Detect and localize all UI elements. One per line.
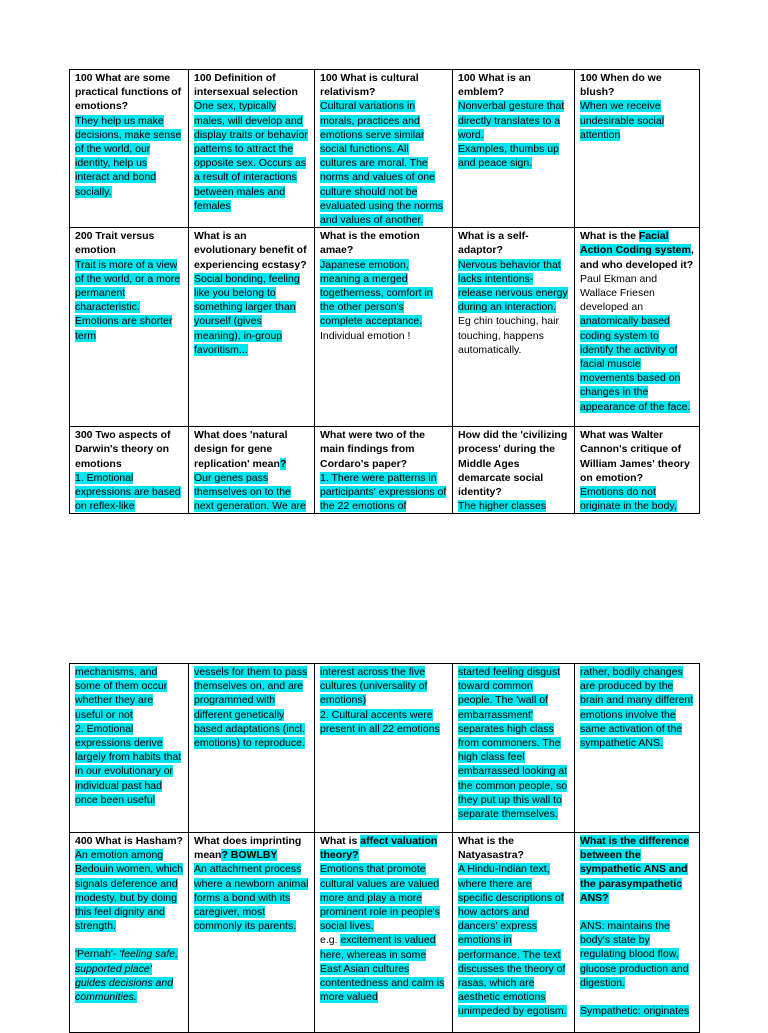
- table-cell: [575, 427, 700, 514]
- cell-answer-extra: Sympathetic: originates: [580, 1005, 690, 1018]
- cell-answer: Nonverbal gesture that directly translates to a word.: [458, 100, 565, 141]
- cell-answer: The higher classes: [458, 500, 547, 513]
- flashcard-table-bottom: [69, 663, 700, 1033]
- table-cell: [189, 228, 315, 427]
- cell-answer-extra: Individual emotion !: [320, 329, 411, 342]
- table-cell: [453, 70, 575, 228]
- table-cell: [315, 833, 453, 1033]
- table-cell: [315, 70, 453, 228]
- cell-answer-extra: The 'wall of embarrassment' separates high class from commoners. The high class feel embarrassed looking at the common people, so they put up this wall to separate themselves.: [458, 694, 568, 821]
- cell-question: 100 Definition of intersexual selection: [194, 72, 298, 99]
- table-cell: [575, 664, 700, 833]
- table-cell: [453, 664, 575, 833]
- cell-answer-prefix: e.g.: [320, 934, 341, 947]
- cell-answer: ANS: maintains the body's state by regulating blood flow, glucose production and digestion.: [580, 920, 689, 989]
- cell-question: What does imprinting mean? BOWLBY: [194, 835, 302, 862]
- cell-question: 100 What is an emblem?: [458, 72, 531, 99]
- cell-answer-extra: 2. Emotional expressions derive largely from habits that in our evolutionary or individual past had once been useful: [75, 722, 182, 806]
- table-cell: [575, 228, 700, 427]
- cell-question: 100 What are some practical functions of emotions?: [75, 72, 182, 113]
- cell-answer-extra: Eg chin touching, hair touching, happens automatically.: [458, 315, 559, 356]
- cell-question: 400 What is Hasham?: [75, 835, 183, 847]
- table-cell: [315, 664, 453, 833]
- cell-answer: They help us make decisions, make sense of the world, our identity, help us interact and bond socially.: [75, 114, 182, 198]
- cell-answer-extra: to identify the activity of facial muscle movements based on changes in the appearance of the face.: [580, 329, 691, 413]
- cell-answer: Social bonding, feeling like you belong to something larger than yourself (gives meaning), in-group favoritism...: [194, 272, 300, 356]
- table-cell: [70, 664, 189, 833]
- cell-question: What is a self-adaptor?: [458, 230, 529, 257]
- table-row: [70, 70, 700, 228]
- cell-answer: Emotions that promote cultural values are valued more and play a more prominent role in people's social lives.: [320, 863, 440, 933]
- table-row: [70, 833, 700, 1033]
- cell-question: 200 Trait versus emotion: [75, 230, 155, 257]
- cell-answer: When we receive undesirable social attention: [580, 100, 665, 141]
- cell-answer: mechanisms, and some of them occur whether they are useful or not: [75, 666, 168, 721]
- cell-question: 100 What is cultural relativism?: [320, 72, 419, 99]
- cell-answer: Our genes pass themselves on to the next generation. We are: [194, 471, 306, 513]
- cell-answer: Emotions do not originate in the body,: [580, 486, 677, 513]
- table-cell: [575, 70, 700, 228]
- table-cell: [315, 228, 453, 427]
- table-cell: [189, 664, 315, 833]
- table-row: [70, 664, 700, 833]
- cell-answer: Paul Ekman and Wallace Friesen developed an: [580, 272, 658, 314]
- cell-answer-extra: excitement is valued here, whereas in some East Asian cultures contentedness and calm is more valued: [320, 934, 445, 1004]
- cell-question: What is the Facial Action Coding system, and who developed it?: [580, 230, 694, 271]
- cell-question: What is the emotion amae?: [320, 230, 420, 257]
- cell-question: What is affect valuation theory?: [320, 835, 438, 862]
- table-cell: [70, 70, 189, 228]
- cell-answer: A Hindu-Indian text, where there are specific descriptions of how actors and dancers' express emotions in performance. The text discusses the theory of rasas, which are aesthetic emotions unimpeded by egotism.: [458, 863, 567, 1018]
- cell-answer-extra: Examples, thumbs up and peace sign.: [458, 143, 559, 170]
- table-cell: [315, 427, 453, 514]
- table-cell: [70, 228, 189, 427]
- table-cell: [70, 427, 189, 514]
- cell-question: What is the Natyasastra?: [458, 835, 524, 862]
- cell-answer-extra: 2. Cultural accents were present in all 22 emotions: [320, 708, 440, 735]
- cell-answer: One sex, typically males, will develop and display traits or behavior patterns to attract the opposite sex. Occurs as a result of interactions between males and females: [194, 100, 308, 212]
- cell-question: What does 'natural design for gene replication' mean?: [194, 429, 288, 470]
- table-cell: [453, 833, 575, 1033]
- flashcard-table-top: [69, 69, 700, 514]
- cell-question: 300 Two aspects of Darwin's theory on emotions: [75, 429, 171, 470]
- cell-question: What were two of the main findings from Cordaro's paper?: [320, 429, 425, 470]
- table-cell: [70, 833, 189, 1033]
- cell-answer: 1. Emotional expressions are based on reflex-like: [75, 471, 181, 513]
- cell-question: What is an evolutionary benefit of experiencing ecstasy?: [194, 230, 307, 271]
- table-cell: [189, 833, 315, 1033]
- cell-question: How did the 'civilizing process' during the Middle Ages demarcate social identity?: [458, 429, 568, 499]
- cell-answer: An attachment process where a newborn animal forms a bond with its caregiver, most commonly its parents.: [194, 863, 309, 933]
- cell-answer: 1. There were patterns in participants' expressions of the 22 emotions of: [320, 471, 447, 513]
- cell-answer: An emotion among Bedouin women, which signals deference and modesty, but by doing this feel dignity and strength.: [75, 849, 183, 933]
- cell-answer: vessels for them to pass themselves on, and are programmed with different genetically based adaptations (incl. emotions) to reproduce.: [194, 666, 308, 750]
- cell-answer: Cultural variations in morals, practices and emotions serve similar social functions. All cultures are moral. The norms and values of one culture should not be evaluated using the norms and values of another.: [320, 100, 444, 227]
- table-cell: [189, 427, 315, 514]
- cell-question: What is the difference between the sympathetic ANS and the parasympathetic ANS?: [580, 835, 690, 904]
- table-cell: [189, 70, 315, 228]
- cell-question: 100 When do we blush?: [580, 72, 662, 99]
- cell-answer-extra: 'Pernah'- 'feeling safe, supported place' guides decisions and communities.: [75, 948, 178, 1004]
- table-cell: [453, 427, 575, 514]
- cell-answer: Trait is more of a view of the world, or a more permanent characteristic. Emotions are shorter term: [75, 258, 181, 342]
- table-cell: [575, 833, 700, 1033]
- cell-answer-highlight: anatomically based coding system: [580, 315, 670, 342]
- cell-answer: interest across the five cultures (universality of emotions): [320, 666, 428, 707]
- table-row: [70, 228, 700, 427]
- cell-answer: Japanese emotion, meaning a merged togetherness, comfort in the other person's complete acceptance.: [320, 258, 433, 328]
- cell-answer: rather, bodily changes are produced by the brain and many different emotions involve the same activation of the sympathetic ANS.: [580, 666, 694, 750]
- cell-question: What was Walter Cannon's critique of William James' theory on emotion?: [580, 429, 690, 484]
- cell-answer: Nervous behavior that lacks intentions- release nervous energy during an interaction.: [458, 258, 568, 314]
- cell-answer: started feeling disgust toward common people.: [458, 666, 561, 707]
- table-cell: [453, 228, 575, 427]
- table-row: [70, 427, 700, 514]
